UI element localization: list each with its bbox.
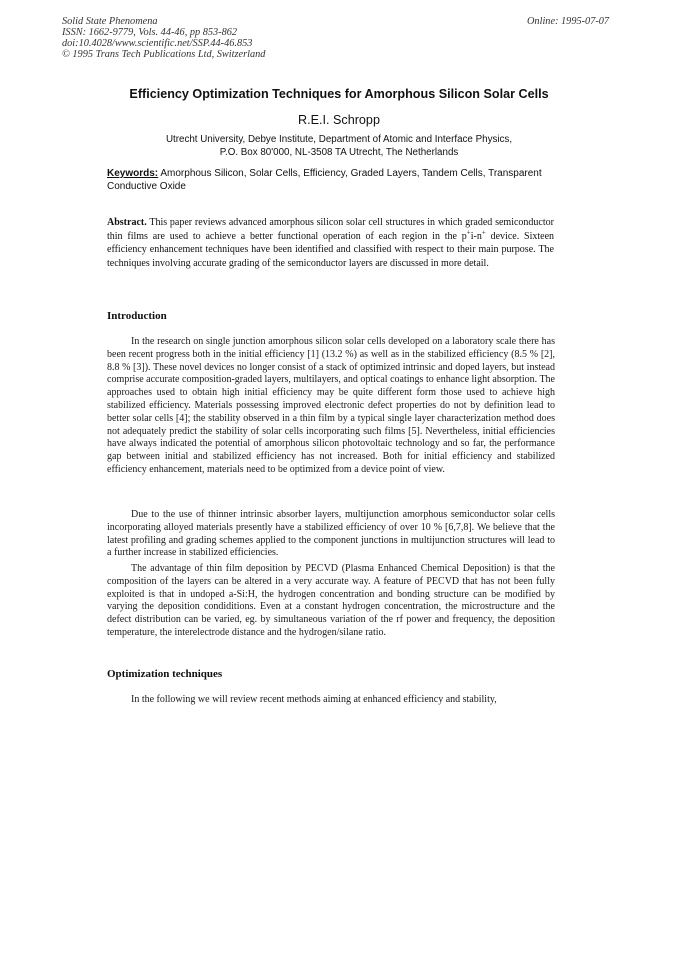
keywords xyxy=(107,167,562,193)
abstract-sup-1: + xyxy=(466,228,471,237)
journal-name: Solid State Phenomena xyxy=(62,16,158,27)
paper-title: Efficiency Optimization Techniques for Amorphous Silicon Solar Cells xyxy=(129,87,549,101)
abstract-text-2: i-n xyxy=(470,230,482,242)
abstract-label: Abstract. xyxy=(107,217,147,228)
affiliation-line-1: Utrecht University, Debye Institute, Department of Atomic and Interface Physics, xyxy=(165,134,513,145)
affiliation-line-2: P.O. Box 80'000, NL-3508 TA Utrecht, The Netherlands xyxy=(219,147,459,158)
publication-info xyxy=(62,16,265,60)
copyright-line: © 1995 Trans Tech Publications Ltd, Switzerland xyxy=(62,49,266,60)
abstract-text-1: This paper reviews advanced amorphous silicon solar cell structures in which graded semiconductor thin films are used to achieve a better functional operation of each region in the p xyxy=(107,217,554,242)
issn-line: ISSN: 1662-9779, Vols. 44-46, pp 853-862 xyxy=(62,27,238,38)
online-date: Online: 1995-07-07 xyxy=(527,16,610,27)
optimization-heading: Optimization techniques xyxy=(107,668,223,680)
introduction-paragraph-1: In the research on single junction amorphous silicon solar cells developed on a laboratory scale there has been recent progress both in the initial efficiency [1] (13.2 %) as well as in the stabilized efficiency (8.5 % [2], 8.8 % [3]). These novel devices no longer consist of a stack of optimized intrinsic and doped layers, but instead comprise accurate composition-graded layers, multilayers, and optical coatings to enhance light absorption. The approaches used to obtain high initial efficiency may be quite different form those used to achieve high stabilized efficiency. Materials possessing improved electronic defect properties do not by definition lead to better solar cells [4]; the stability observed in a thin film by a typical single layer characterization method does not adequately predict the stability of solar cells incorporating such films [5]. Nevertheless, initial efficiencies have always indicated the potential of amorphous silicon photovoltaic technology and so far, the performance gap between initial and stabilized efficiency has not increased. Both for initial efficiency and stabilized efficiency enhancement, materials need to be optimized from a device point of view. xyxy=(107,336,555,475)
abstract-text-3: device. Sixteen efficiency enhancement techniques have been identified and classified with respect to their main purpose. The techniques involving accurate grading of the semiconductor layers are discussed in more detail. xyxy=(107,230,555,269)
doi-line: doi:10.4028/www.scientific.net/SSP.44-46.853 xyxy=(62,38,253,49)
abstract xyxy=(107,216,554,270)
introduction-paragraph-2: Due to the use of thinner intrinsic absorber layers, multijunction amorphous semiconductor solar cells incorporating alloyed materials presently have a stabilized efficiency of over 10 % [6,7,8]. We believe that the latest profiling and grading schemes applied to the component junctions in multijunction structures will lead to a further increase in stabilized efficiencies. xyxy=(107,509,555,559)
introduction-paragraph-3: The advantage of thin film deposition by PECVD (Plasma Enhanced Chemical Deposition) is that the composition of the layers can be altered in a very accurate way. A feature of PECVD that has not been fully exploited is that in undoped a-Si:H, the hydrogen concentration and bonding structure can be modified by varying the deposition condiditions. Even at a constant hydrogen concentration, the microstructure and the defect distribution can be varied, eg. by simultaneous variation of the rf power and frequency, the deposition temperature, the interelectrode distance and the hydrogen/silane ratio. xyxy=(107,563,555,638)
author-name: R.E.I. Schropp xyxy=(298,113,380,127)
affiliation xyxy=(0,133,678,159)
introduction-heading: Introduction xyxy=(107,310,167,322)
keywords-label: Keywords: xyxy=(107,168,159,179)
keywords-text: Amorphous Silicon, Solar Cells, Efficiency, Graded Layers, Tandem Cells, Transparent Conductive Oxide xyxy=(107,168,542,192)
optimization-paragraph-1: In the following we will review recent methods aiming at enhanced efficiency and stability, xyxy=(131,694,497,705)
abstract-sup-2: + xyxy=(481,228,486,237)
